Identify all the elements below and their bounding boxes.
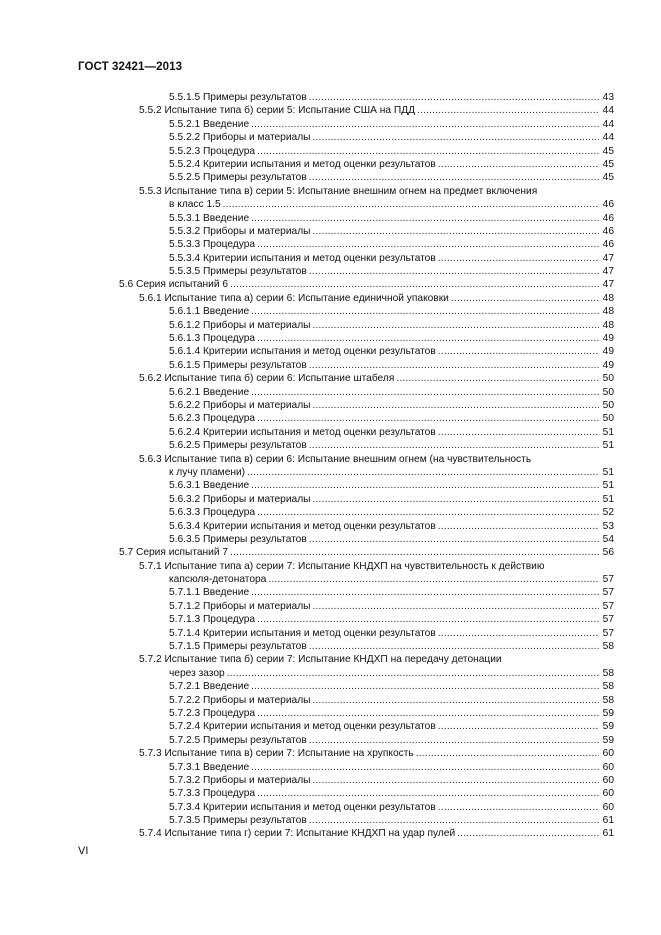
dot-leader: [312, 225, 599, 238]
toc-entry: [169, 774, 614, 787]
toc-entry: [169, 439, 614, 452]
toc-row: [0, 586, 661, 599]
toc-entry: [169, 332, 614, 345]
toc-entry-title: 5.7.2 Испытание типа б) серии 7: Испытание КНДХП на передачу детонации: [139, 654, 502, 666]
toc-entry: [169, 680, 614, 693]
dot-leader: [438, 426, 599, 439]
toc-entry-title: 5.5.3.2 Приборы и материалы: [169, 225, 311, 237]
page-number: VI: [78, 845, 89, 857]
toc-row: [0, 827, 661, 840]
toc-entry: [169, 520, 614, 533]
toc-page-number: 44: [602, 118, 614, 130]
table-of-contents: [0, 91, 661, 841]
toc-entry: [169, 158, 614, 171]
toc-row: [0, 653, 661, 666]
toc-page-number: 59: [602, 721, 614, 733]
toc-page-number: 53: [602, 520, 614, 532]
toc-entry: [169, 386, 614, 399]
toc-row: [0, 412, 661, 425]
dot-leader: [251, 479, 599, 492]
toc-entry-title: 5.5.3.3 Процедура: [169, 239, 256, 251]
toc-row: [0, 145, 661, 158]
toc-page-number: 60: [602, 774, 614, 786]
toc-row: [0, 292, 661, 305]
dot-leader: [312, 774, 599, 787]
toc-page-number: 48: [602, 319, 614, 331]
toc-entry-title: 5.7.3.1 Введение: [169, 761, 250, 773]
toc-entry-title: 5.6.3.3 Процедура: [169, 507, 256, 519]
toc-page-number: 58: [602, 681, 614, 693]
dot-leader: [257, 787, 599, 800]
toc-row: [0, 573, 661, 586]
toc-entry: [169, 252, 614, 265]
toc-page-number: 57: [602, 587, 614, 599]
toc-entry: [169, 91, 614, 104]
toc-entry: [169, 720, 614, 733]
toc-row: [0, 627, 661, 640]
toc-entry-title: 5.5.2.1 Введение: [169, 118, 250, 130]
toc-entry-title: 5.6.3.2 Приборы и материалы: [169, 493, 311, 505]
toc-row: [0, 506, 661, 519]
dot-leader: [309, 359, 599, 372]
toc-entry: [139, 292, 614, 305]
toc-page-number: 50: [602, 413, 614, 425]
toc-row: [0, 252, 661, 265]
toc-entry: [169, 493, 614, 506]
toc-entry-title: 5.6.1.2 Приборы и материалы: [169, 319, 311, 331]
toc-entry: [169, 319, 614, 332]
toc-entry: [169, 265, 614, 278]
dot-leader: [438, 720, 599, 733]
toc-entry-title: 5.7 Серия испытаний 7: [119, 547, 229, 559]
toc-entry-title: 5.5.3.5 Примеры результатов: [169, 266, 307, 278]
toc-entry: [169, 573, 614, 586]
toc-page-number: 49: [602, 359, 614, 371]
toc-entry: [139, 372, 614, 385]
dot-leader: [396, 372, 599, 385]
dot-leader: [257, 332, 599, 345]
toc-row: [0, 493, 661, 506]
toc-row: [0, 198, 661, 211]
toc-entry: [169, 131, 614, 144]
toc-entry-title: 5.6.2.5 Примеры результатов: [169, 440, 307, 452]
dot-leader: [312, 131, 599, 144]
dot-leader: [230, 278, 599, 291]
toc-page-number: 47: [602, 252, 614, 264]
toc-row: [0, 171, 661, 184]
toc-entry-title: 5.7.3.5 Примеры результатов: [169, 815, 307, 827]
toc-page-number: 49: [602, 346, 614, 358]
toc-row: [0, 104, 661, 117]
toc-row: [0, 640, 661, 653]
dot-leader: [227, 667, 599, 680]
toc-entry-title: 5.7.2.4 Критерии испытания и метод оценки результатов: [169, 721, 436, 733]
toc-entry: [169, 305, 614, 318]
toc-entry-title: 5.6.3.5 Примеры результатов: [169, 533, 307, 545]
toc-entry-title: 5.6.2.1 Введение: [169, 386, 250, 398]
toc-entry: [169, 145, 614, 158]
toc-entry-title: 5.5.1.5 Примеры результатов: [169, 92, 307, 103]
toc-row: [0, 667, 661, 680]
dot-leader: [312, 694, 599, 707]
toc-entry-title: 5.7.3.3 Процедура: [169, 788, 256, 800]
toc-entry-title: 5.7.3.2 Приборы и материалы: [169, 774, 311, 786]
dot-leader: [309, 171, 599, 184]
toc-entry: [169, 761, 614, 774]
toc-row: [0, 91, 661, 104]
toc-entry: [169, 212, 614, 225]
toc-entry-title: в класс 1.5: [169, 199, 221, 211]
dot-leader: [438, 158, 599, 171]
dot-leader: [257, 145, 599, 158]
toc-entry: [169, 171, 614, 184]
toc-entry: [169, 627, 614, 640]
toc-row: [0, 613, 661, 626]
toc-row: [0, 305, 661, 318]
toc-row: [0, 747, 661, 760]
toc-entry: [169, 399, 614, 412]
toc-entry: [169, 734, 614, 747]
toc-page-number: 60: [602, 801, 614, 813]
dot-leader: [312, 493, 599, 506]
toc-page-number: 61: [602, 828, 614, 840]
toc-entry-title: капсюля-детонатора: [169, 574, 267, 586]
toc-page-number: 57: [602, 574, 614, 586]
toc-row: [0, 345, 661, 358]
dot-leader: [309, 533, 599, 546]
toc-page-number: 57: [602, 600, 614, 612]
toc-entry-title: 5.6.1.4 Критерии испытания и метод оценки результатов: [169, 346, 436, 358]
toc-page-number: 51: [602, 493, 614, 505]
toc-entry-title: 5.5.2.3 Процедура: [169, 145, 256, 157]
toc-page-number: 54: [602, 533, 614, 545]
toc-page-number: 52: [602, 507, 614, 519]
toc-page-number: 51: [602, 440, 614, 452]
toc-entry-title: 5.6.2.2 Приборы и материалы: [169, 399, 311, 411]
toc-row: [0, 439, 661, 452]
toc-page-number: 45: [602, 172, 614, 184]
toc-entry: [119, 546, 614, 559]
dot-leader: [257, 707, 599, 720]
toc-entry-title: 5.7.3.4 Критерии испытания и метод оценки результатов: [169, 801, 436, 813]
dot-leader: [457, 827, 599, 840]
toc-page-number: 60: [602, 788, 614, 800]
toc-row: [0, 372, 661, 385]
dot-leader: [438, 801, 599, 814]
toc-entry: [169, 225, 614, 238]
toc-row: [0, 560, 661, 573]
toc-page-number: 57: [602, 627, 614, 639]
dot-leader: [251, 761, 599, 774]
toc-entry-title: к лучу пламени): [169, 466, 246, 478]
dot-leader: [309, 814, 599, 827]
dot-leader: [417, 104, 599, 117]
dot-leader: [223, 198, 599, 211]
toc-entry-title: 5.6.3 Испытание типа в) серии 6: Испытание внешним огнем (на чувствительность: [139, 453, 532, 465]
toc-row: [0, 453, 661, 466]
toc-entry: [169, 412, 614, 425]
toc-page-number: 49: [602, 333, 614, 345]
dot-leader: [251, 118, 599, 131]
toc-entry-title: через зазор: [169, 667, 225, 679]
toc-entry-title: 5.7.2.2 Приборы и материалы: [169, 694, 311, 706]
dot-leader: [257, 238, 599, 251]
toc-entry-title: 5.6.2.4 Критерии испытания и метод оценки результатов: [169, 426, 436, 438]
toc-row: [0, 426, 661, 439]
toc-page-number: 47: [602, 266, 614, 278]
toc-entry: [169, 426, 614, 439]
toc-entry: [169, 359, 614, 372]
dot-leader: [309, 91, 599, 104]
toc-entry: [169, 801, 614, 814]
toc-entry-title: 5.6.1.5 Примеры результатов: [169, 359, 307, 371]
toc-page-number: 44: [602, 105, 614, 117]
toc-page-number: 59: [602, 707, 614, 719]
toc-entry: [169, 466, 614, 479]
toc-entry-title: 5.6.1 Испытание типа а) серии 6: Испытание единичной упаковки: [139, 292, 449, 304]
toc-page-number: 50: [602, 399, 614, 411]
toc-page-number: 46: [602, 225, 614, 237]
toc-entry: [139, 104, 614, 117]
toc-entry: [169, 814, 614, 827]
dot-leader: [251, 305, 599, 318]
toc-row: [0, 466, 661, 479]
toc-row: [0, 694, 661, 707]
toc-row: [0, 707, 661, 720]
toc-row: [0, 158, 661, 171]
toc-entry-title: 5.7.2.5 Примеры результатов: [169, 734, 307, 746]
toc-page-number: 60: [602, 761, 614, 773]
toc-entry: [169, 506, 614, 519]
toc-row: [0, 600, 661, 613]
toc-entry-title: 5.5.3.1 Введение: [169, 212, 250, 224]
toc-entry: [169, 198, 614, 211]
toc-row: [0, 720, 661, 733]
dot-leader: [251, 212, 599, 225]
dot-leader: [312, 399, 599, 412]
toc-entry-title: 5.6.3.1 Введение: [169, 480, 250, 492]
document-header: ГОСТ 32421—2013: [78, 61, 183, 73]
toc-page-number: 58: [602, 667, 614, 679]
toc-row: [0, 212, 661, 225]
dot-leader: [309, 265, 599, 278]
toc-page-number: 48: [602, 306, 614, 318]
toc-page-number: 58: [602, 641, 614, 653]
dot-leader: [451, 292, 599, 305]
dot-leader: [251, 386, 599, 399]
toc-row: [0, 131, 661, 144]
toc-page-number: 51: [602, 480, 614, 492]
dot-leader: [230, 546, 599, 559]
toc-page-number: 47: [602, 279, 614, 291]
toc-row: [0, 185, 661, 198]
toc-entry-title: 5.5.3 Испытание типа в) серии 5: Испытание внешним огнем на предмет включения: [139, 185, 538, 197]
toc-page-number: 50: [602, 373, 614, 385]
toc-entry-title: 5.6 Серия испытаний 6: [119, 279, 229, 291]
toc-row: [0, 734, 661, 747]
dot-leader: [309, 640, 599, 653]
toc-page-number: 45: [602, 145, 614, 157]
toc-entry: [169, 479, 614, 492]
toc-entry-title: 5.7.1.2 Приборы и материалы: [169, 600, 311, 612]
toc-page-number: 56: [602, 547, 614, 559]
toc-entry: [169, 600, 614, 613]
toc-page-number: 48: [602, 292, 614, 304]
toc-row: [0, 761, 661, 774]
toc-page-number: 61: [602, 815, 614, 827]
toc-entry-title: 5.7.1.1 Введение: [169, 587, 250, 599]
dot-leader: [312, 600, 599, 613]
toc-entry: [169, 238, 614, 251]
dot-leader: [416, 747, 599, 760]
toc-row: [0, 238, 661, 251]
toc-entry: [169, 787, 614, 800]
toc-row: [0, 680, 661, 693]
toc-row: [0, 546, 661, 559]
toc-row: [0, 386, 661, 399]
toc-entry: [169, 586, 614, 599]
toc-page-number: 51: [602, 466, 614, 478]
toc-entry: [169, 613, 614, 626]
toc-entry-title: 5.7.4 Испытание типа г) серии 7: Испытание КНДХП на удар пулей: [139, 828, 456, 840]
dot-leader: [438, 627, 599, 640]
toc-page-number: 51: [602, 426, 614, 438]
toc-row: [0, 774, 661, 787]
toc-entry-title: 5.6.2.3 Процедура: [169, 413, 256, 425]
toc-entry-title: 5.7.2.3 Процедура: [169, 707, 256, 719]
dot-leader: [438, 345, 599, 358]
toc-row: [0, 319, 661, 332]
dot-leader: [257, 506, 599, 519]
toc-row: [0, 399, 661, 412]
dot-leader: [268, 573, 599, 586]
toc-row: [0, 118, 661, 131]
toc-entry: [169, 694, 614, 707]
dot-leader: [312, 319, 599, 332]
toc-row: [0, 533, 661, 546]
toc-page-number: 45: [602, 158, 614, 170]
dot-leader: [257, 613, 599, 626]
toc-entry-title: 5.5.2 Испытание типа б) серии 5: Испытание США на ПДД: [139, 105, 416, 117]
toc-row: [0, 814, 661, 827]
dot-leader: [251, 586, 599, 599]
toc-entry: [169, 640, 614, 653]
toc-page-number: 46: [602, 199, 614, 211]
dot-leader: [309, 439, 599, 452]
toc-row: [0, 520, 661, 533]
toc-entry-title: 5.6.2 Испытание типа б) серии 6: Испытание штабеля: [139, 373, 395, 385]
toc-row: [0, 359, 661, 372]
toc-page-number: 60: [602, 748, 614, 760]
toc-entry-title: 5.5.3.4 Критерии испытания и метод оценки результатов: [169, 252, 436, 264]
toc-entry-title: 5.5.2.2 Приборы и материалы: [169, 132, 311, 144]
toc-entry-title: 5.5.2.4 Критерии испытания и метод оценки результатов: [169, 158, 436, 170]
toc-entry-title: 5.7.1.3 Процедура: [169, 614, 256, 626]
toc-page-number: 50: [602, 386, 614, 398]
toc-page-number: 58: [602, 694, 614, 706]
toc-page-number: 44: [602, 132, 614, 144]
toc-entry-title: 5.7.1 Испытание типа а) серии 7: Испытание КНДХП на чувствительность к действию: [139, 560, 545, 572]
toc-entry-title: 5.6.1.3 Процедура: [169, 333, 256, 345]
toc-entry-title: 5.7.1.5 Примеры результатов: [169, 641, 307, 653]
toc-row: [0, 265, 661, 278]
toc-page-number: 59: [602, 734, 614, 746]
toc-entry: [169, 707, 614, 720]
dot-leader: [438, 252, 599, 265]
toc-page-number: 46: [602, 239, 614, 251]
toc-entry: [119, 278, 614, 291]
toc-page-number: 46: [602, 212, 614, 224]
toc-row: [0, 801, 661, 814]
toc-entry-title: 5.7.3 Испытание типа в) серии 7: Испытание на хрупкость: [139, 748, 414, 760]
toc-row: [0, 787, 661, 800]
toc-entry: [169, 533, 614, 546]
toc-row: [0, 278, 661, 291]
toc-entry-title: 5.5.2.5 Примеры результатов: [169, 172, 307, 184]
dot-leader: [438, 520, 599, 533]
toc-entry-title: 5.6.3.4 Критерии испытания и метод оценки результатов: [169, 520, 436, 532]
toc-page-number: 43: [602, 92, 614, 103]
toc-entry-title: 5.7.2.1 Введение: [169, 681, 250, 693]
dot-leader: [247, 466, 599, 479]
toc-entry: [139, 747, 614, 760]
toc-entry-title: 5.6.1.1 Введение: [169, 306, 250, 318]
toc-entry: [169, 118, 614, 131]
toc-page-number: 57: [602, 614, 614, 626]
toc-row: [0, 479, 661, 492]
dot-leader: [309, 734, 599, 747]
dot-leader: [257, 412, 599, 425]
toc-entry: [169, 345, 614, 358]
toc-entry: [139, 827, 614, 840]
toc-entry-title: 5.7.1.4 Критерии испытания и метод оценки результатов: [169, 627, 436, 639]
dot-leader: [251, 680, 599, 693]
toc-row: [0, 332, 661, 345]
toc-row: [0, 225, 661, 238]
toc-entry: [169, 667, 614, 680]
